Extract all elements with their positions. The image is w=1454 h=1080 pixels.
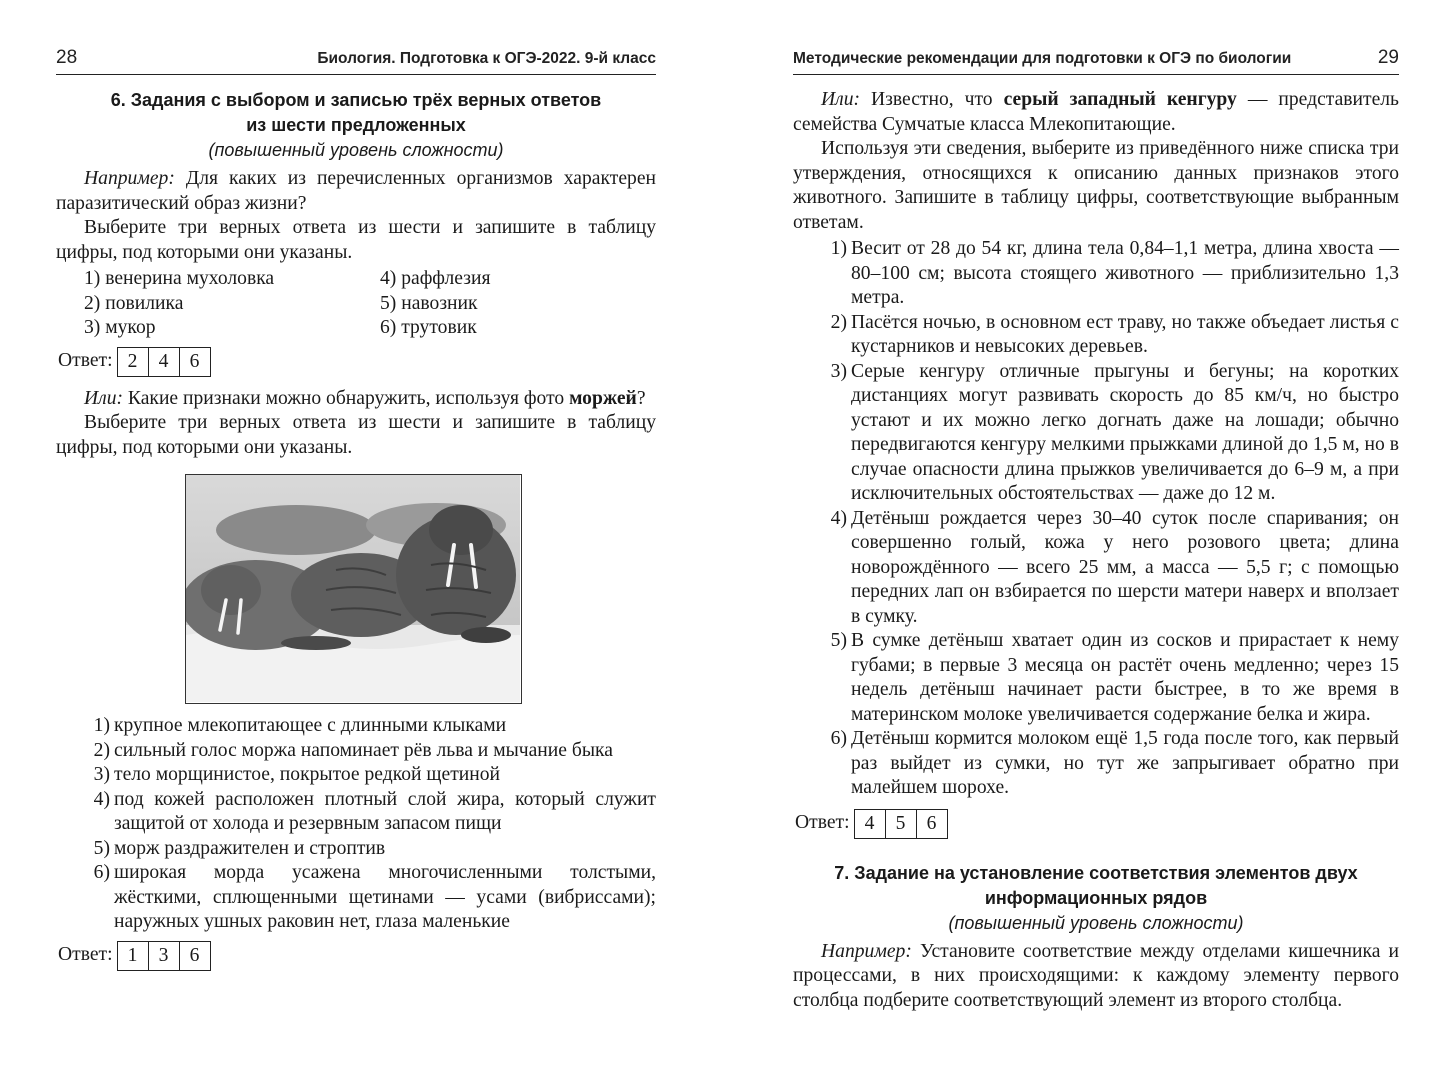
- item-number: 5): [830, 630, 847, 651]
- answer-cell: 6: [179, 942, 210, 970]
- item-number: 3): [830, 360, 847, 382]
- walrus-keyword: моржей: [569, 387, 637, 409]
- list-item: [793, 629, 1399, 727]
- list-item: [793, 507, 1399, 630]
- section-heading-line1: 6. Задания с выбором и записью трёх верных ответов: [110, 90, 602, 110]
- page-number: 28: [56, 47, 78, 68]
- section7-heading-line1: 7. Задание на установление соответствия элементов двух: [834, 862, 1358, 883]
- item-text: В сумке детёныш хватает один из сосков и прирастает к нему губами; в первые 3 месяца он растёт очень медленно; через 15 недель детёныш начинает расти быстрее, в то же время в материнском молоке увеличивается содержание белка и жира.: [851, 630, 1399, 725]
- list-item: [793, 311, 1399, 360]
- kangaroo-intro: [793, 88, 1399, 137]
- item-number: 6): [93, 862, 110, 883]
- or-lead: Или:: [821, 89, 861, 110]
- walrus-photo: [185, 474, 522, 704]
- walrus-options-list: [56, 714, 656, 935]
- left-content: [56, 88, 656, 981]
- page-number: 29: [1377, 47, 1399, 68]
- right-page: [727, 0, 1454, 1080]
- or-lead: Или:: [84, 387, 124, 409]
- answer-cells: [117, 941, 211, 971]
- kangaroo-instruction: Используя эти сведения, выберите из приведённого ниже списка три утверждения, относящихся к описанию данных признаков этого животного. Запишите в таблицу цифры, соответствующие выбранным ответам.: [793, 138, 1399, 233]
- item-text: Весит от 28 до 54 кг, длина тела 0,84–1,1 метра, длина хвоста — 80–100 см; высота стоящего животного — приблизительно 1,3 метра.: [851, 238, 1399, 308]
- example-lead: Например:: [84, 168, 175, 189]
- item-text: широкая морда усажена многочисленными толстыми, жёсткими, сплющенными щетинами — усами (вибриссами); наружных ушных раковин нет, глаза маленькие: [114, 862, 656, 932]
- walrus-question-text: Какие признаки можно обнаружить, используя фото: [123, 387, 570, 409]
- answer-label: Ответ:: [58, 944, 113, 966]
- answer-cell: 6: [916, 810, 947, 838]
- item-number: 1): [830, 238, 847, 259]
- walrus-instruction: Выберите три верных ответа из шести и запишите в таблицу цифры, под которыми они указаны.: [56, 412, 656, 458]
- answer-cell: 4: [864, 812, 875, 834]
- section7-difficulty: (повышенный уровень сложности): [948, 912, 1244, 933]
- walrus-question: [56, 387, 656, 412]
- walrus-image: [186, 475, 520, 702]
- item-number: 1): [93, 715, 110, 736]
- option: 5) навозник: [380, 292, 478, 314]
- example-text: Для каких из перечисленных организмов характерен паразитический образ жизни?: [56, 168, 656, 214]
- answer-cell: 4: [148, 348, 179, 376]
- example-question: [56, 167, 656, 216]
- item-number: 2): [830, 311, 847, 333]
- item-number: 4): [93, 788, 110, 810]
- intro-text-end: — представитель семейства Сумчатые класса Млекопитающие.: [793, 89, 1399, 135]
- list-item: [793, 360, 1399, 507]
- item-text: под кожей расположен плотный слой жира, который служит защитой от холода и резервным запасом пищи: [114, 788, 656, 834]
- left-page-header: [56, 44, 656, 75]
- section-heading-line2: из шести предложенных: [246, 115, 466, 135]
- list-item: [56, 837, 656, 862]
- options-grid: [84, 267, 656, 341]
- option: 1) венерина мухоловка: [84, 268, 275, 289]
- item-number: 4): [830, 507, 847, 529]
- example-instruction: Выберите три верных ответа из шести и запишите в таблицу цифры, под которыми они указаны.: [56, 217, 656, 263]
- answer-label: Ответ:: [58, 350, 113, 372]
- answer-cell: 5: [885, 810, 916, 838]
- example-lead: Например:: [821, 940, 912, 962]
- item-text: Серые кенгуру отличные прыгуны и бегуны; на коротких дистанциях могут развивать скорость до 85 км/ч, но быстро устают и их можно легко догнать даже на лошади; обычно передвигаются кенгуру мелкими прыжками длиной до 1,5 м, но в случае опасности длина прыжков увеличивается до 6–9 м, а при исключительных обстоятельствах — даже до 12 м.: [851, 360, 1399, 504]
- list-item: [56, 739, 656, 764]
- list-item: [56, 788, 656, 837]
- walrus-question-end: ?: [636, 387, 646, 409]
- list-item: [793, 237, 1399, 311]
- answer-label: Ответ:: [795, 812, 850, 834]
- option: 4) раффлезия: [380, 268, 491, 289]
- example-text: Установите соответствие между отделами кишечника и процессами, в них происходящими: к каждому элементу первого столбца подберите соответствующий элемент из второго столбца.: [793, 940, 1399, 1011]
- item-text: Детёныш рождается через 30–40 суток после спаривания; он совершенно голый, кожа у него розового цвета; длина новорождённого — всего 25 мм, а масса — 5,5 г; с помощью передних лап он взбирается по шерсти матери наверх и вползает в сумку.: [851, 507, 1399, 627]
- running-header: Методические рекомендации для подготовки к ОГЭ по биологии: [793, 50, 1292, 67]
- list-item: [793, 727, 1399, 801]
- list-item: [56, 763, 656, 788]
- section7-example: [793, 940, 1399, 1014]
- answer-cells: [117, 347, 211, 377]
- section7-heading-line2: информационных рядов: [984, 887, 1208, 908]
- answer-cells: [854, 809, 948, 839]
- answer-cell: 6: [179, 348, 210, 376]
- item-text: сильный голос моржа напоминает рёв льва и мычание быка: [114, 739, 613, 761]
- running-header: Биология. Подготовка к ОГЭ-2022. 9-й класс: [317, 50, 656, 67]
- item-text: тело морщинистое, покрытое редкой щетиной: [114, 764, 501, 785]
- answer-row: [58, 941, 656, 971]
- item-number: 5): [93, 837, 110, 859]
- item-text: крупное млекопитающее с длинными клыками: [114, 715, 507, 736]
- kangaroo-options-list: [793, 237, 1399, 801]
- answer-row: [58, 347, 656, 377]
- section-difficulty: (повышенный уровень сложности): [208, 140, 504, 160]
- right-content: [793, 88, 1399, 1013]
- answer-cell: 3: [148, 942, 179, 970]
- item-text: морж раздражителен и строптив: [114, 837, 386, 859]
- answer-cell: 1: [127, 944, 138, 966]
- option: 2) повилика: [84, 292, 184, 314]
- right-page-header: [793, 44, 1399, 75]
- list-item: [56, 714, 656, 739]
- intro-text: Известно, что: [860, 89, 1004, 110]
- item-text: Пасётся ночью, в основном ест траву, но также объедает листья с кустарников и невысоких деревьев.: [851, 311, 1399, 357]
- answer-row: [795, 809, 1399, 839]
- item-number: 3): [93, 764, 110, 785]
- item-text: Детёныш кормится молоком ещё 1,5 года после того, как первый раз выйдет из сумки, но тут же запрыгивает обратно при малейшем шорохе.: [851, 728, 1399, 798]
- item-number: 6): [830, 728, 847, 749]
- option: 6) трутовик: [380, 317, 477, 338]
- answer-cell: 2: [127, 350, 138, 372]
- item-number: 2): [93, 739, 110, 761]
- option: 3) мукор: [84, 317, 156, 338]
- list-item: [56, 861, 656, 935]
- kangaroo-keyword: серый западный кенгуру: [1003, 89, 1237, 110]
